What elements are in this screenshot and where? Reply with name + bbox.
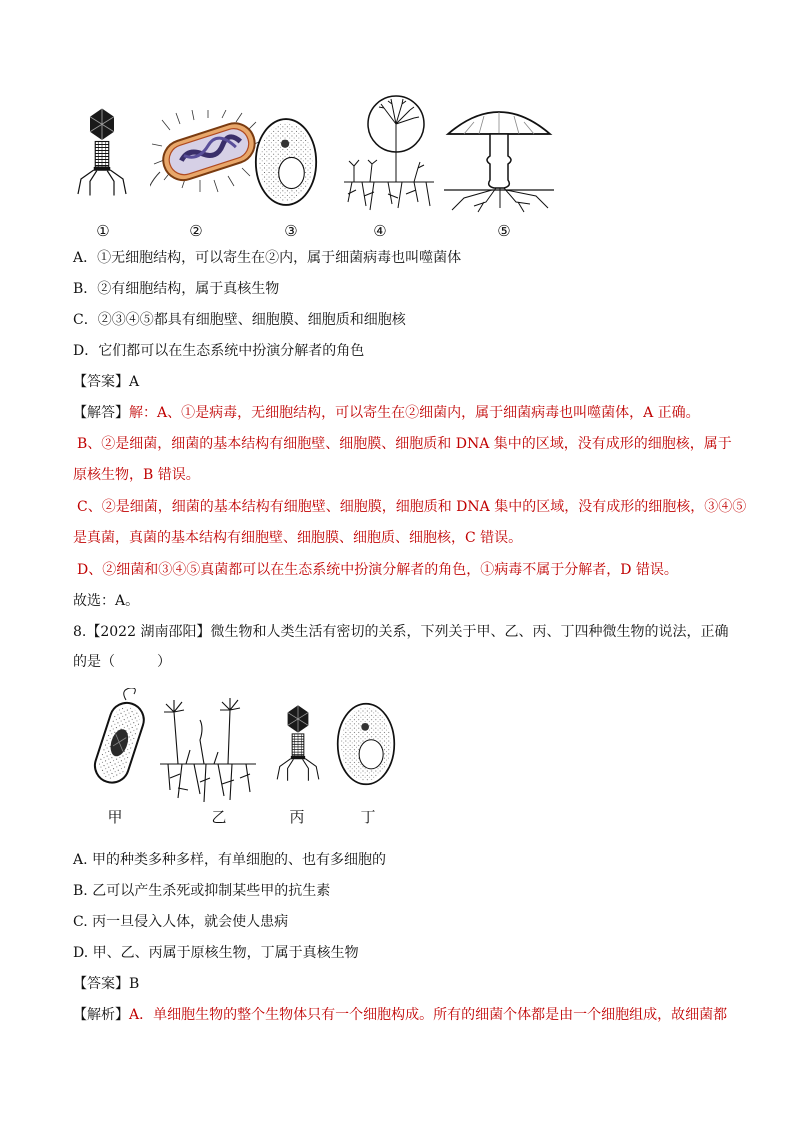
- mold-illustration: [344, 94, 436, 214]
- q8-answer-tag: 【答案】: [73, 976, 129, 992]
- q7-analysis-line-6: D、②细菌和③④⑤真菌都可以在生态系统中扮演分解者的角色，①病毒不属于分解者，D 错误。: [77, 562, 678, 578]
- q7-option-a: A．①无细胞结构，可以寄生在②内，属于细菌病毒也叫噬菌体: [73, 250, 462, 266]
- bacterium-illustration: [150, 110, 266, 196]
- q8-option-d: D. 甲、乙、丙属于原核生物，丁属于真核生物: [73, 945, 359, 961]
- mushroom-illustration: [444, 94, 554, 214]
- q8-option-b: B. 乙可以产生杀死或抑制某些甲的抗生素: [73, 883, 331, 899]
- figure-2-label-ding: 丁: [360, 808, 376, 826]
- q8-stem-line-1: [73, 622, 728, 642]
- q7-option-d: D．它们都可以在生态系统中扮演分解者的角色: [73, 343, 365, 359]
- q7-analysis-line-3: 原核生物，B 错误。: [73, 467, 200, 483]
- figure-1-label-4: ④: [373, 222, 387, 240]
- q8-analysis-tag: 【解析】: [73, 1007, 129, 1023]
- q8-answer-value: B: [129, 976, 140, 992]
- yeast-ding-illustration: [336, 698, 396, 790]
- q7-conclusion: 故选：A。: [73, 593, 140, 609]
- figure-1-label-3: ③: [284, 222, 298, 240]
- q7-option-c: C．②③④⑤都具有细胞壁、细胞膜、细胞质和细胞核: [73, 312, 406, 328]
- q7-analysis-line-4: C、②是细菌，细菌的基本结构有细胞壁、细胞膜，细胞质和 DNA 集中的区域，没有成形的细胞核，③④⑤: [77, 499, 747, 515]
- figure-2-label-jia: 甲: [107, 808, 123, 826]
- q8-stem-line-2: 的是（ ）: [73, 654, 171, 670]
- q8-source: 【2022 湖南邵阳】: [86, 624, 211, 640]
- yeast-cell-illustration: [254, 112, 318, 212]
- figure-1-label-5: ⑤: [497, 222, 511, 240]
- q8-analysis-line-1: [73, 1005, 727, 1025]
- q7-analysis-tag: 【解答】: [73, 405, 129, 421]
- figure-1-label-1: ①: [96, 222, 110, 240]
- q7-analysis-line-2: B、②是细菌，细菌的基本结构有细胞壁、细胞膜、细胞质和 DNA 集中的区域，没有成形的细胞核，属于: [77, 436, 732, 452]
- q7-answer: [73, 372, 139, 392]
- q8-stem-text: 微生物和人类生活有密切的关系，下列关于甲、乙、丙、丁四种微生物的说法，正确: [210, 624, 729, 640]
- q8-number: 8.: [73, 624, 87, 640]
- q7-analysis-line-1: [73, 403, 700, 423]
- figure-1: [70, 92, 540, 242]
- q7-analysis-text-1: 解：A、①是病毒，无细胞结构，可以寄生在②细菌内，属于细菌病毒也叫噬菌体，A 正确。: [129, 405, 700, 421]
- q7-analysis-line-5: 是真菌，真菌的基本结构有细胞壁、细胞膜、细胞质、细胞核，C 错误。: [73, 530, 523, 546]
- figure-2-label-bing: 丙: [289, 808, 305, 826]
- mold-yi-illustration: [160, 694, 256, 804]
- q8-answer: [73, 974, 139, 994]
- q7-answer-tag: 【答案】: [73, 374, 129, 390]
- figure-2-label-yi: 乙: [211, 808, 227, 826]
- q8-option-a: A. 甲的种类多种多样，有单细胞的、也有多细胞的: [73, 852, 387, 868]
- bacteriophage-bing-illustration: [272, 688, 324, 798]
- bacteriophage-illustration: [72, 92, 132, 212]
- q8-option-c: C. 丙一旦侵入人体，就会使人患病: [73, 914, 289, 930]
- q7-option-b: B．②有细胞结构，属于真核生物: [73, 281, 280, 297]
- q7-answer-value: A: [129, 374, 140, 390]
- figure-1-label-2: ②: [189, 222, 203, 240]
- bacterium-jia-illustration: [90, 688, 150, 788]
- q8-analysis-text-1: A．单细胞生物的整个生物体只有一个细胞构成。所有的细菌个体都是由一个细胞组成，故细菌都: [129, 1007, 728, 1023]
